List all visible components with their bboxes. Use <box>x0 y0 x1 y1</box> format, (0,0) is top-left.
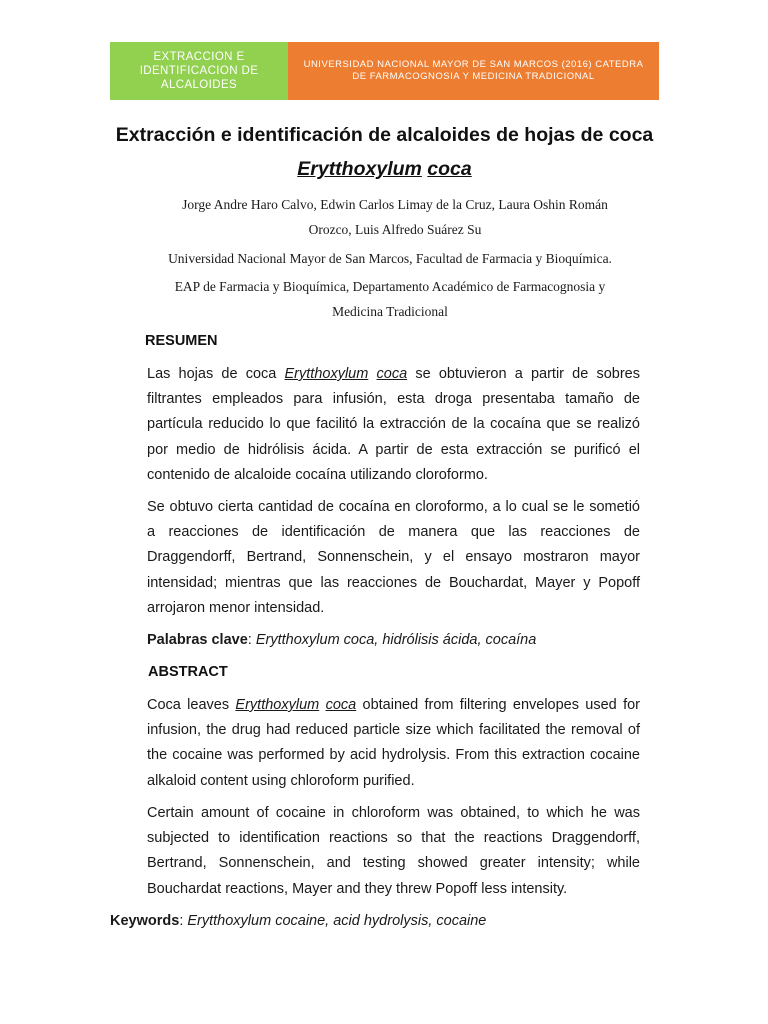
affiliation-department: EAP de Farmacia y Bioquímica, Departamento Académico de Farmacognosia y Medicina Tradicional <box>174 279 606 319</box>
resumen-keywords: Palabras clave: Erytthoxylum coca, hidrólisis ácida, cocaína <box>147 632 537 648</box>
resumen-p1-start: Las hojas de coca <box>147 366 285 382</box>
resumen-paragraph-1 <box>147 362 640 488</box>
abstract-heading: ABSTRACT <box>148 664 228 680</box>
abstract-keywords-label: Keywords <box>110 913 180 929</box>
abstract-keywords-list: Erytthoxylum cocaine, acid hydrolysis, cocaine <box>187 913 487 929</box>
author-list: Jorge Andre Haro Calvo, Edwin Carlos Limay de la Cruz, Laura Oshin Román Orozco, Luis Alfredo Suárez Su <box>182 197 608 237</box>
header-institution-banner: UNIVERSIDAD NACIONAL MAYOR DE SAN MARCOS (2016) CATEDRA DE FARMACOGNOSIA Y MEDICINA TRADICIONAL <box>288 42 659 100</box>
resumen-keywords-label: Palabras clave <box>147 632 248 648</box>
resumen-p1-species: coca <box>376 366 408 382</box>
title-text: Extracción e identificación de alcaloides de hojas de coca <box>115 124 654 146</box>
resumen-heading: RESUMEN <box>145 333 218 349</box>
abstract-paragraph-1 <box>147 693 640 794</box>
abstract-keywords: Keywords: Erytthoxylum cocaine, acid hydrolysis, cocaine <box>110 913 487 929</box>
resumen-p1-end: se obtuvieron a partir de sobres filtrantes empleados para infusión, esta droga presentaba tamaño de partícula reducido lo que facilitó la extracción de la cocaína que se realizó por medio de hidrólisis ácida. A partir de esta extracción se purificó el contenido de alcaloide cocaína utilizando cloroformo. <box>147 366 641 483</box>
resumen-paragraph-2: Se obtuvo cierta cantidad de cocaína en cloroformo, a lo cual se le sometió a reacciones de identificación de manera que las reacciones de Draggendorff, Bertrand, Sonnenschein, y el ensayo mostraron mayor intensidad; mientras que las reacciones de Bouchardat, Mayer y Popoff arrojaron menor intensidad. <box>147 499 640 616</box>
abstract-p1-start: Coca leaves <box>147 697 236 713</box>
abstract-p1-end: obtained from filtering envelopes used for infusion, the drug had reduced particle size which facilitated the removal of the cocaine was performed by acid hydrolysis. From this extraction cocaine alkaloid content using chloroform purified. <box>147 697 640 789</box>
affiliation-university: Universidad Nacional Mayor de San Marcos, Facultad de Farmacia y Bioquímica. <box>168 251 612 266</box>
resumen-keywords-list: Erytthoxylum coca, hidrólisis ácida, cocaína <box>255 632 537 648</box>
abstract-p1-species: coca <box>325 697 357 713</box>
abstract-p1-genus: Erytthoxylum <box>235 697 320 713</box>
header-topic-banner: EXTRACCION E IDENTIFICACION DE ALCALOIDES <box>110 42 288 100</box>
resumen-p1-genus: Erytthoxylum <box>284 366 369 382</box>
title-genus: Erytthoxylum <box>297 158 422 180</box>
page-header <box>110 42 659 100</box>
title-species: coca <box>427 158 472 180</box>
abstract-paragraph-2: Certain amount of cocaine in chloroform was obtained, to which he was subjected to identification reactions so that the reactions Draggendorff, Bertrand, Sonnenschein, and testing showed greater intensity; while Bouchardat reactions, Mayer and they threw Popoff less intensity. <box>147 805 640 897</box>
paper-title <box>110 118 659 186</box>
